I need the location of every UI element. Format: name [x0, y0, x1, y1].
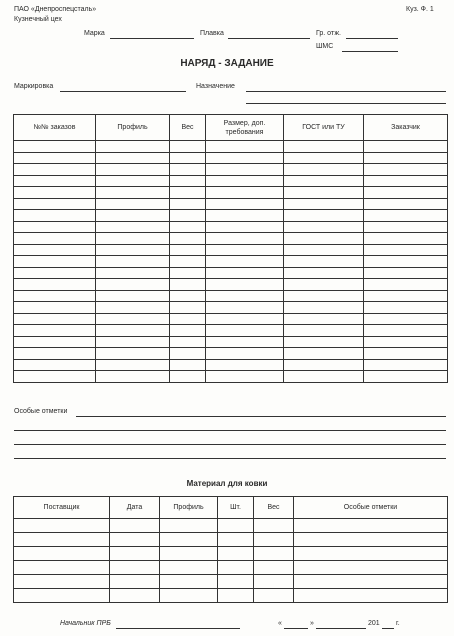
- material-table-body: [14, 519, 448, 603]
- orders-cell[interactable]: [170, 302, 206, 314]
- orders-cell[interactable]: [206, 244, 284, 256]
- company-name: ПАО «Днепроспецсталь»: [14, 6, 97, 13]
- material-cell[interactable]: [254, 547, 294, 561]
- orders-cell[interactable]: [96, 141, 170, 153]
- orders-cell[interactable]: [14, 359, 96, 371]
- orders-cell[interactable]: [96, 256, 170, 268]
- orders-cell[interactable]: [206, 187, 284, 199]
- orders-cell[interactable]: [284, 371, 364, 383]
- orders-table-row: [14, 233, 448, 245]
- orders-cell[interactable]: [284, 279, 364, 291]
- orders-cell[interactable]: [170, 221, 206, 233]
- orders-table-row: [14, 244, 448, 256]
- department-name: Кузнечный цех: [14, 16, 62, 23]
- orders-col-header: №№ заказов: [14, 115, 96, 141]
- material-cell[interactable]: [160, 547, 218, 561]
- orders-cell[interactable]: [364, 187, 448, 199]
- shms-field-line[interactable]: [342, 51, 398, 52]
- material-cell[interactable]: [110, 533, 160, 547]
- orders-cell[interactable]: [284, 244, 364, 256]
- orders-cell[interactable]: [364, 348, 448, 360]
- orders-cell[interactable]: [14, 233, 96, 245]
- orders-cell[interactable]: [96, 221, 170, 233]
- shms-label: ШМС: [316, 43, 334, 50]
- orders-cell[interactable]: [284, 141, 364, 153]
- orders-cell[interactable]: [206, 210, 284, 222]
- orders-cell[interactable]: [364, 313, 448, 325]
- material-cell[interactable]: [110, 519, 160, 533]
- material-table-row: [14, 533, 448, 547]
- orders-cell[interactable]: [170, 256, 206, 268]
- orders-cell[interactable]: [206, 164, 284, 176]
- orders-cell[interactable]: [364, 164, 448, 176]
- material-table-row: [14, 519, 448, 533]
- material-cell[interactable]: [218, 533, 254, 547]
- material-cell[interactable]: [14, 547, 110, 561]
- material-cell[interactable]: [14, 561, 110, 575]
- material-cell[interactable]: [254, 561, 294, 575]
- material-cell[interactable]: [160, 561, 218, 575]
- year-prefix: 201: [368, 620, 380, 627]
- naznachenie-field-line[interactable]: [246, 91, 446, 92]
- orders-cell[interactable]: [206, 336, 284, 348]
- material-cell[interactable]: [254, 519, 294, 533]
- orders-cell[interactable]: [206, 198, 284, 210]
- quote-open: «: [278, 620, 282, 627]
- orders-cell[interactable]: [14, 152, 96, 164]
- material-cell[interactable]: [294, 533, 448, 547]
- material-cell[interactable]: [294, 547, 448, 561]
- orders-table-row: [14, 325, 448, 337]
- orders-col-header: Вес: [170, 115, 206, 141]
- orders-cell[interactable]: [206, 348, 284, 360]
- naznachenie-label: Назначение: [196, 83, 235, 90]
- orders-cell[interactable]: [170, 175, 206, 187]
- orders-table-row: [14, 371, 448, 383]
- orders-col-header: Профиль: [96, 115, 170, 141]
- orders-cell[interactable]: [284, 313, 364, 325]
- orders-cell[interactable]: [14, 313, 96, 325]
- orders-cell[interactable]: [14, 164, 96, 176]
- material-cell[interactable]: [294, 561, 448, 575]
- gr-otzh-field-line[interactable]: [346, 38, 398, 39]
- orders-table-row: [14, 267, 448, 279]
- orders-cell[interactable]: [206, 141, 284, 153]
- year-suffix: г.: [396, 620, 400, 627]
- material-cell[interactable]: [160, 533, 218, 547]
- naznachenie-field-line-2[interactable]: [246, 103, 446, 104]
- material-title: Материал для ковки: [186, 479, 268, 488]
- orders-cell[interactable]: [96, 279, 170, 291]
- special-marks-line-3[interactable]: [14, 444, 446, 445]
- orders-cell[interactable]: [206, 279, 284, 291]
- orders-cell[interactable]: [170, 233, 206, 245]
- orders-cell[interactable]: [364, 244, 448, 256]
- orders-cell[interactable]: [364, 141, 448, 153]
- material-cell[interactable]: [110, 589, 160, 603]
- orders-cell[interactable]: [284, 221, 364, 233]
- orders-table-row: [14, 313, 448, 325]
- orders-table-row: [14, 141, 448, 153]
- orders-cell[interactable]: [14, 187, 96, 199]
- material-table-row: [14, 547, 448, 561]
- material-col-header: Вес: [254, 497, 294, 519]
- orders-table: [13, 114, 448, 383]
- orders-cell[interactable]: [96, 267, 170, 279]
- orders-cell[interactable]: [96, 198, 170, 210]
- orders-cell[interactable]: [284, 336, 364, 348]
- orders-cell[interactable]: [96, 371, 170, 383]
- material-cell[interactable]: [294, 575, 448, 589]
- orders-cell[interactable]: [364, 290, 448, 302]
- material-cell[interactable]: [218, 547, 254, 561]
- orders-cell[interactable]: [170, 348, 206, 360]
- orders-cell[interactable]: [284, 290, 364, 302]
- special-marks-line-1[interactable]: [76, 416, 446, 417]
- orders-cell[interactable]: [170, 325, 206, 337]
- material-cell[interactable]: [14, 575, 110, 589]
- orders-cell[interactable]: [284, 302, 364, 314]
- material-cell[interactable]: [218, 575, 254, 589]
- month-field-line[interactable]: [316, 628, 366, 629]
- year-field-line[interactable]: [382, 628, 394, 629]
- material-cell[interactable]: [218, 561, 254, 575]
- orders-cell[interactable]: [96, 187, 170, 199]
- material-table-row: [14, 589, 448, 603]
- material-cell[interactable]: [160, 589, 218, 603]
- orders-cell[interactable]: [14, 198, 96, 210]
- markirovka-field-line[interactable]: [60, 91, 186, 92]
- orders-cell[interactable]: [96, 290, 170, 302]
- orders-cell[interactable]: [170, 244, 206, 256]
- orders-cell[interactable]: [96, 210, 170, 222]
- orders-table-row: [14, 302, 448, 314]
- orders-table-row: [14, 336, 448, 348]
- marka-field-line[interactable]: [110, 38, 194, 39]
- orders-cell[interactable]: [364, 336, 448, 348]
- material-cell[interactable]: [294, 519, 448, 533]
- orders-cell[interactable]: [284, 164, 364, 176]
- orders-cell[interactable]: [364, 233, 448, 245]
- orders-cell[interactable]: [284, 175, 364, 187]
- orders-table-row: [14, 198, 448, 210]
- orders-cell[interactable]: [170, 210, 206, 222]
- orders-cell[interactable]: [284, 359, 364, 371]
- orders-cell[interactable]: [364, 221, 448, 233]
- orders-cell[interactable]: [170, 371, 206, 383]
- orders-cell[interactable]: [14, 336, 96, 348]
- material-cell[interactable]: [254, 575, 294, 589]
- orders-cell[interactable]: [170, 359, 206, 371]
- material-cell[interactable]: [218, 519, 254, 533]
- orders-cell[interactable]: [206, 371, 284, 383]
- markirovka-label: Маркировка: [14, 83, 54, 90]
- orders-cell[interactable]: [14, 290, 96, 302]
- orders-cell[interactable]: [284, 256, 364, 268]
- orders-col-header: Размер, доп. требования: [206, 115, 284, 141]
- marka-label: Марка: [84, 30, 105, 37]
- orders-cell[interactable]: [364, 152, 448, 164]
- document-title: НАРЯД - ЗАДАНИЕ: [180, 58, 274, 69]
- material-cell[interactable]: [14, 519, 110, 533]
- material-col-header: Особые отметки: [294, 497, 448, 519]
- orders-cell[interactable]: [364, 302, 448, 314]
- orders-cell[interactable]: [14, 141, 96, 153]
- orders-cell[interactable]: [364, 267, 448, 279]
- orders-cell[interactable]: [206, 256, 284, 268]
- material-cell[interactable]: [254, 589, 294, 603]
- orders-cell[interactable]: [206, 313, 284, 325]
- material-col-header: Поставщик: [14, 497, 110, 519]
- material-cell[interactable]: [110, 561, 160, 575]
- orders-cell[interactable]: [96, 233, 170, 245]
- orders-cell[interactable]: [170, 198, 206, 210]
- orders-cell[interactable]: [284, 325, 364, 337]
- orders-cell[interactable]: [14, 210, 96, 222]
- orders-col-header: Заказчик: [364, 115, 448, 141]
- chief-label: Начальник ПРБ: [60, 620, 111, 627]
- orders-cell[interactable]: [96, 164, 170, 176]
- orders-cell[interactable]: [170, 336, 206, 348]
- orders-table-row: [14, 290, 448, 302]
- orders-cell[interactable]: [284, 152, 364, 164]
- material-cell[interactable]: [14, 533, 110, 547]
- orders-cell[interactable]: [170, 279, 206, 291]
- orders-cell[interactable]: [14, 221, 96, 233]
- orders-cell[interactable]: [206, 175, 284, 187]
- material-table: [13, 496, 448, 603]
- orders-cell[interactable]: [14, 267, 96, 279]
- orders-cell[interactable]: [170, 187, 206, 199]
- material-col-header: Дата: [110, 497, 160, 519]
- orders-cell[interactable]: [284, 233, 364, 245]
- chief-signature-line[interactable]: [116, 628, 240, 629]
- orders-cell[interactable]: [14, 325, 96, 337]
- plavka-label: Плавка: [200, 30, 224, 37]
- orders-cell[interactable]: [96, 348, 170, 360]
- orders-cell[interactable]: [96, 325, 170, 337]
- orders-cell[interactable]: [96, 175, 170, 187]
- orders-cell[interactable]: [284, 210, 364, 222]
- orders-cell[interactable]: [364, 210, 448, 222]
- orders-table-row: [14, 256, 448, 268]
- orders-cell[interactable]: [364, 175, 448, 187]
- orders-cell[interactable]: [170, 313, 206, 325]
- material-cell[interactable]: [110, 575, 160, 589]
- orders-cell[interactable]: [14, 348, 96, 360]
- orders-cell[interactable]: [170, 164, 206, 176]
- material-col-header: Профиль: [160, 497, 218, 519]
- orders-table-row: [14, 164, 448, 176]
- orders-cell[interactable]: [14, 244, 96, 256]
- orders-cell[interactable]: [96, 359, 170, 371]
- material-col-header: Шт.: [218, 497, 254, 519]
- orders-cell[interactable]: [14, 302, 96, 314]
- orders-cell[interactable]: [284, 198, 364, 210]
- material-table-row: [14, 575, 448, 589]
- orders-cell[interactable]: [14, 256, 96, 268]
- orders-cell[interactable]: [364, 371, 448, 383]
- orders-cell[interactable]: [96, 336, 170, 348]
- material-cell[interactable]: [160, 575, 218, 589]
- orders-cell[interactable]: [96, 244, 170, 256]
- material-cell[interactable]: [160, 519, 218, 533]
- orders-table-row: [14, 175, 448, 187]
- orders-cell[interactable]: [364, 359, 448, 371]
- orders-cell[interactable]: [364, 279, 448, 291]
- form-code: Куз. Ф. 1: [406, 6, 434, 13]
- quote-close: »: [310, 620, 314, 627]
- orders-cell[interactable]: [170, 141, 206, 153]
- orders-table-row: [14, 152, 448, 164]
- material-cell[interactable]: [110, 547, 160, 561]
- special-marks-line-4[interactable]: [14, 458, 446, 459]
- special-marks-label: Особые отметки: [14, 408, 68, 415]
- orders-cell[interactable]: [206, 290, 284, 302]
- orders-cell[interactable]: [96, 152, 170, 164]
- orders-table-row: [14, 187, 448, 199]
- orders-cell[interactable]: [284, 267, 364, 279]
- orders-cell[interactable]: [14, 279, 96, 291]
- orders-cell[interactable]: [170, 290, 206, 302]
- material-cell[interactable]: [14, 589, 110, 603]
- orders-cell[interactable]: [364, 256, 448, 268]
- material-cell[interactable]: [218, 589, 254, 603]
- orders-col-header: ГОСТ или ТУ: [284, 115, 364, 141]
- orders-cell[interactable]: [284, 348, 364, 360]
- orders-cell[interactable]: [96, 302, 170, 314]
- orders-table-row: [14, 348, 448, 360]
- orders-cell[interactable]: [206, 233, 284, 245]
- orders-cell[interactable]: [96, 313, 170, 325]
- orders-cell[interactable]: [284, 187, 364, 199]
- orders-cell[interactable]: [170, 267, 206, 279]
- orders-cell[interactable]: [206, 221, 284, 233]
- orders-cell[interactable]: [206, 267, 284, 279]
- orders-cell[interactable]: [206, 359, 284, 371]
- day-field-line[interactable]: [284, 628, 308, 629]
- orders-cell[interactable]: [206, 325, 284, 337]
- gr-otzh-label: Гр. отж.: [316, 30, 341, 37]
- material-cell[interactable]: [294, 589, 448, 603]
- orders-table-row: [14, 221, 448, 233]
- orders-cell[interactable]: [206, 302, 284, 314]
- orders-table-body: [14, 141, 448, 383]
- orders-table-row: [14, 210, 448, 222]
- material-cell[interactable]: [254, 533, 294, 547]
- special-marks-line-2[interactable]: [14, 430, 446, 431]
- orders-cell[interactable]: [364, 325, 448, 337]
- orders-table-row: [14, 279, 448, 291]
- orders-cell[interactable]: [14, 175, 96, 187]
- orders-cell[interactable]: [364, 198, 448, 210]
- material-table-row: [14, 561, 448, 575]
- orders-cell[interactable]: [170, 152, 206, 164]
- orders-cell[interactable]: [206, 152, 284, 164]
- orders-table-row: [14, 359, 448, 371]
- orders-cell[interactable]: [14, 371, 96, 383]
- plavka-field-line[interactable]: [228, 38, 310, 39]
